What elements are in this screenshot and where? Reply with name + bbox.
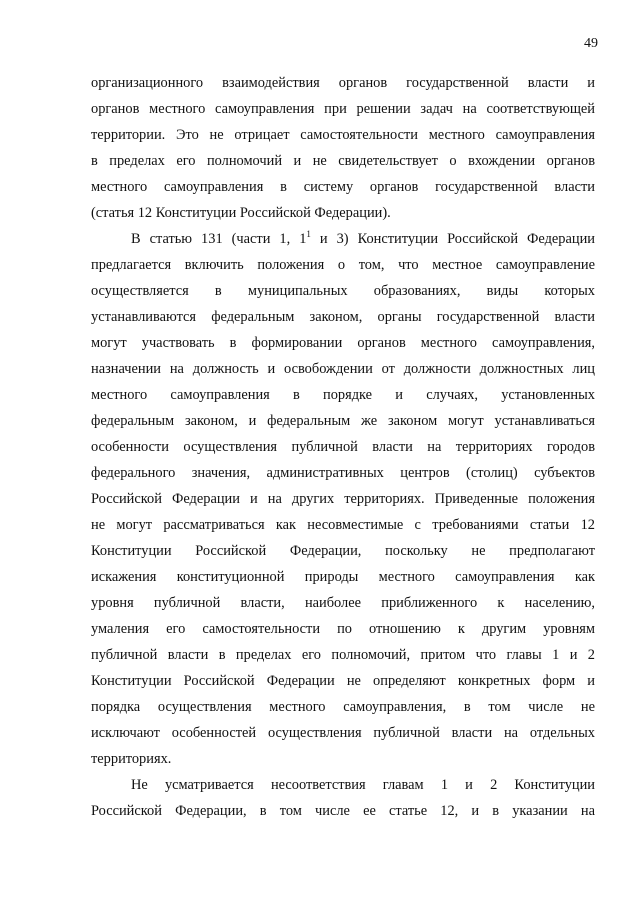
text-line: организационного взаимодействия органов государственной власти и: [91, 75, 595, 91]
text-line: территории. Это не отрицает самостоятельности местного самоуправления: [91, 127, 595, 143]
text-line: предлагается включить положения о том, что местное самоуправление: [91, 257, 595, 273]
text-line: в пределах его полномочий и не свидетельствует о вхождении органов: [91, 153, 595, 169]
text-line: Российской Федерации, в том числе ее статье 12, и в указании на: [91, 803, 595, 819]
text-line: Конституции Российской Федерации, поскольку не предполагают: [91, 543, 595, 559]
text-line: искажения конституционной природы местного самоуправления как: [91, 569, 595, 585]
text-line: уровня публичной власти, наиболее приближенного к населению,: [91, 595, 595, 611]
text-line: публичной власти в пределах его полномочий, притом что главы 1 и 2: [91, 647, 595, 663]
text-line: порядка осуществления местного самоуправления, в том числе не: [91, 699, 595, 715]
paragraph-2: [91, 226, 595, 772]
body-text: [91, 70, 595, 824]
text-line: (статья 12 Конституции Российской Федерации).: [91, 205, 391, 221]
text-line: федеральным законом, и федеральным же законом могут устанавливаться: [91, 413, 595, 429]
text-line: особенности осуществления публичной власти на территориях городов: [91, 439, 595, 455]
paragraph-1: [91, 70, 595, 226]
text-line: могут участвовать в формировании органов местного самоуправления,: [91, 335, 595, 351]
text-line: осуществляется в муниципальных образованиях, виды которых: [91, 283, 595, 299]
text-line: Конституции Российской Федерации не определяют конкретных форм и: [91, 673, 595, 689]
text-line: назначении на должность и освобождении от должности должностных лиц: [91, 361, 595, 377]
text-line: органов местного самоуправления при решении задач на соответствующей: [91, 101, 595, 117]
text-line: Не усматривается несоответствия главам 1 и 2 Конституции: [131, 777, 595, 793]
text-fragment: В статью 131 (части 1, 1: [131, 231, 307, 247]
superscript: 1: [306, 229, 311, 239]
text-line: устанавливаются федеральным законом, органы государственной власти: [91, 309, 595, 325]
text-line: местного самоуправления в систему органов государственной власти: [91, 179, 595, 195]
text-line: Российской Федерации и на других территориях. Приведенные положения: [91, 491, 595, 507]
text-line: не могут рассматриваться как несовместимые с требованиями статьи 12: [91, 517, 595, 533]
text-line: исключают особенностей осуществления публичной власти на отдельных: [91, 725, 595, 741]
text-line: [91, 226, 595, 252]
text-line: федерального значения, административных центров (столиц) субъектов: [91, 465, 595, 481]
text-fragment: и 3) Конституции Российской Федерации: [310, 231, 595, 247]
paragraph-3: [91, 772, 595, 824]
text-line: территориях.: [91, 751, 172, 767]
page-number: 49: [584, 36, 598, 51]
text-line: умаления его самостоятельности по отношению к другим уровням: [91, 621, 595, 637]
text-line: местного самоуправления в порядке и случаях, установленных: [91, 387, 595, 403]
